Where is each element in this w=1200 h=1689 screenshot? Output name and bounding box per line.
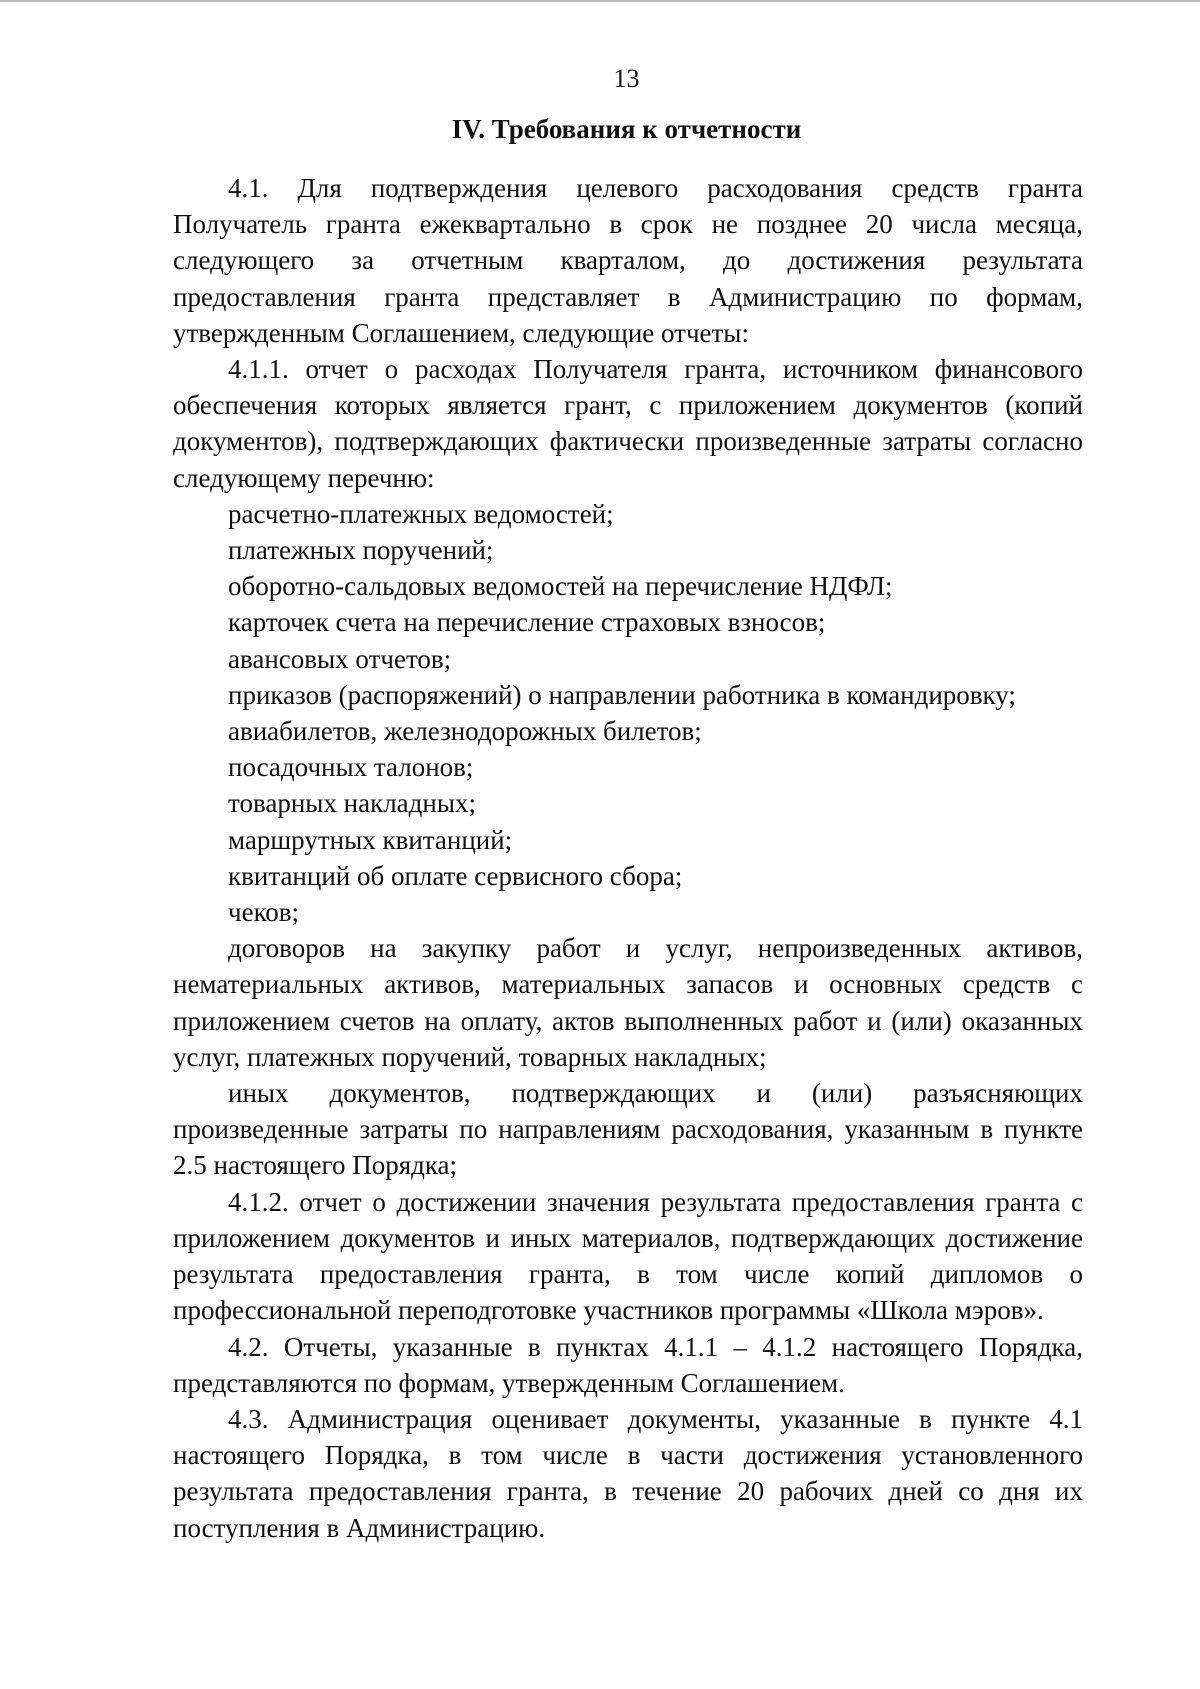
paragraph-4-1-2: 4.1.2. отчет о достижении значения результата предоставления гранта с приложением документов и иных материалов, подтверждающих достижение результата предоставления гранта, в том числе копий дипломов о профессиональной переподготовке участников программы «Школа мэров».: [173, 1186, 1083, 1326]
list-item: чеков;: [228, 897, 300, 928]
list-item: карточек счета на перечисление страховых взносов;: [228, 607, 826, 638]
list-item: квитанций об оплате сервисного сбора;: [228, 860, 683, 891]
paragraph-4-1: 4.1. Для подтверждения целевого расходования средств гранта Получатель гранта ежеквартально в срок не позднее 20 числа месяца, следующего за отчетным кварталом, до достижения результата предоставления гранта представляет в Администрацию по формам, утвержденным Соглашением, следующие отчеты:: [173, 173, 1083, 348]
section-title: IV. Требования к отчетности: [451, 114, 802, 144]
scan-top-edge: [0, 0, 1200, 2]
paragraph-4-1-1: 4.1.1. отчет о расходах Получателя гранта, источником финансового обеспечения которых является грант, с приложением документов (копий документов), подтверждающих фактически произведенные затраты согласно следующему перечню:: [173, 354, 1083, 493]
document-body: [173, 170, 1083, 1546]
list-item: посадочных талонов;: [228, 752, 474, 783]
list-item: расчетно-платежных ведомостей;: [228, 498, 614, 529]
paragraph-4-2: 4.2. Отчеты, указанные в пунктах 4.1.1 – 4.1.2 настоящего Порядка, представляются по формам, утвержденным Соглашением.: [173, 1331, 1083, 1398]
list-item: платежных поручений;: [228, 535, 494, 566]
list-item: авансовых отчетов;: [228, 643, 452, 674]
list-item: маршрутных квитанций;: [228, 824, 513, 855]
paragraph-contracts: договоров на закупку работ и услуг, непроизведенных активов, нематериальных активов, материальных запасов и основных средств с приложением счетов на оплату, актов выполненных работ и (или) оказанных услуг, платежных поручений, товарных накладных;: [173, 933, 1083, 1072]
paragraph-4-3: 4.3. Администрация оценивает документы, указанные в пункте 4.1 настоящего Порядка, в том числе в части достижения установленного результата предоставления гранта, в течение 20 рабочих дней со дня их поступления в Администрацию.: [173, 1403, 1083, 1543]
list-item: авиабилетов, железнодорожных билетов;: [228, 716, 702, 747]
paragraph-other-documents: иных документов, подтверждающих и (или) разъясняющих произведенные затраты по направлениям расходования, указанным в пункте 2.5 настоящего Порядка;: [173, 1078, 1083, 1181]
list-item: приказов (распоряжений) о направлении работника в командировку;: [228, 679, 1016, 710]
list-item: оборотно-сальдовых ведомостей на перечисление НДФЛ;: [228, 571, 893, 602]
page-number: 13: [613, 64, 640, 93]
list-item: товарных накладных;: [228, 788, 476, 819]
